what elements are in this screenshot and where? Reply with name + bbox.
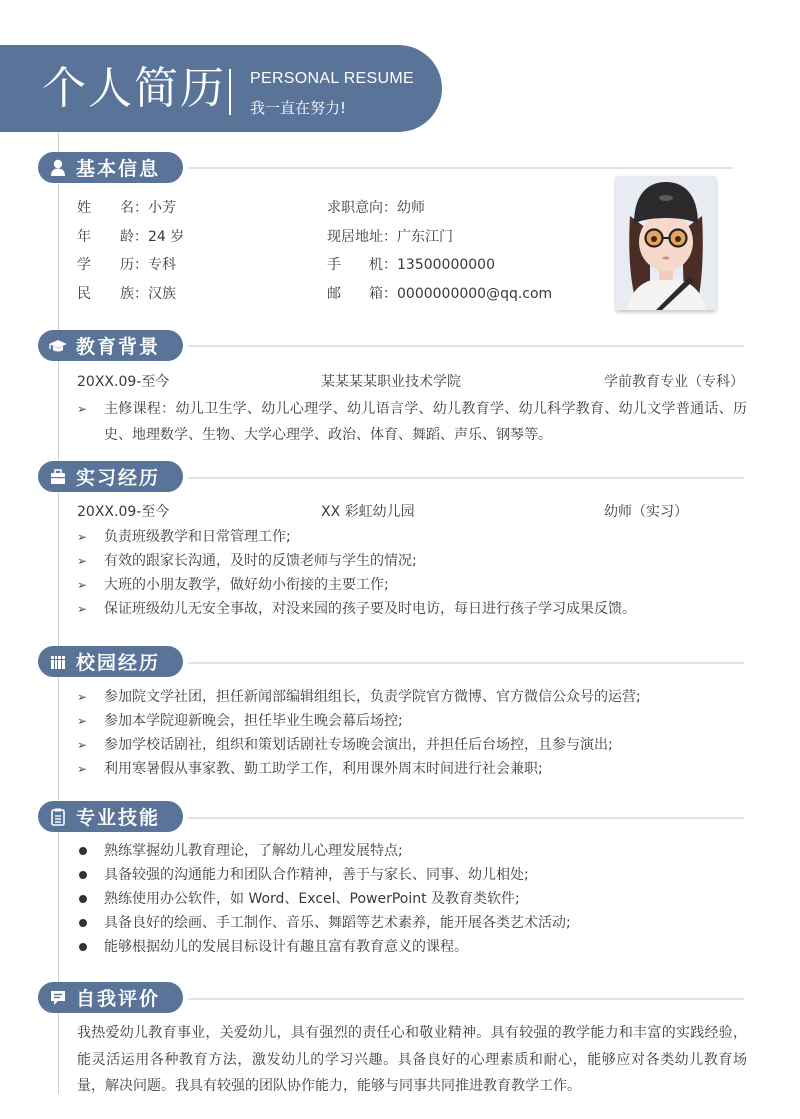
info-label: 现居地址： xyxy=(327,228,397,245)
info-label: 历： xyxy=(120,257,148,274)
resume-subtitle-en: PERSONAL RESUME xyxy=(250,70,414,87)
list-item xyxy=(77,549,747,573)
basic-info-left xyxy=(77,194,297,308)
info-value: 小芳 xyxy=(148,200,176,217)
arrow-bullet-icon: ➢ xyxy=(77,714,88,728)
dot-bullet-icon xyxy=(79,895,87,903)
section-title: 实习经历 xyxy=(76,467,161,489)
resume-slogan: 我一直在努力! xyxy=(250,99,347,117)
info-label: 手 xyxy=(327,257,341,274)
info-label: 箱： xyxy=(369,285,397,302)
section-header-self-evaluation xyxy=(38,982,183,1013)
list-item-text: 熟练掌握幼儿教育理论，了解幼儿心理发展特点; xyxy=(104,843,403,859)
list-item-text: 参加本学院迎新晚会，担任毕业生晚会幕后场控; xyxy=(104,713,403,729)
dot-bullet-icon xyxy=(79,847,87,855)
clipboard-icon xyxy=(48,807,68,827)
info-value: 幼师 xyxy=(397,200,425,217)
info-label: 族： xyxy=(120,285,148,302)
list-item xyxy=(77,709,747,733)
section-rule xyxy=(188,167,733,169)
list-item xyxy=(77,757,747,781)
dot-bullet-icon xyxy=(79,919,87,927)
internship-list xyxy=(77,525,747,621)
arrow-bullet-icon: ➢ xyxy=(77,602,88,616)
section-rule xyxy=(188,345,744,347)
arrow-bullet-icon: ➢ xyxy=(77,578,88,592)
list-item-text: 负责班级教学和日常管理工作; xyxy=(104,529,291,545)
timeline-line xyxy=(58,132,59,1094)
courses-text: 主修课程：幼儿卫生学、幼儿心理学、幼儿语言学、幼儿教育学、幼儿科学教育、幼儿文学普通话、历史、地理数学、生物、大学心理学、政治、体育、舞蹈、声乐、钢琴等。 xyxy=(104,401,747,443)
list-item xyxy=(77,935,747,959)
list-item-text: 有效的跟家长沟通，及时的反馈老师与学生的情况; xyxy=(104,553,417,569)
avatar-photo xyxy=(616,176,716,310)
info-label: 求职意向： xyxy=(327,200,397,217)
section-header-internship xyxy=(38,461,183,492)
list-item-text: 保证班级幼儿无安全事故，对没来园的孩子要及时电访，每日进行孩子学习成果反馈。 xyxy=(104,601,636,617)
arrow-bullet-icon: ➢ xyxy=(77,554,88,568)
info-label: 民 xyxy=(77,285,91,302)
section-title: 自我评价 xyxy=(76,988,161,1010)
education-school: 某某某某职业技术学院 xyxy=(321,374,461,390)
education-major: 学前教育专业（专科） xyxy=(604,374,744,390)
briefcase-icon xyxy=(48,467,68,487)
list-item-text: 能够根据幼儿的发展目标设计有趣且富有教育意义的课程。 xyxy=(104,939,468,955)
list-item xyxy=(77,525,747,549)
arrow-bullet-icon: ➢ xyxy=(77,738,88,752)
section-header-basic-info xyxy=(38,152,183,183)
graduation-cap-icon xyxy=(48,336,68,356)
list-item xyxy=(77,597,747,621)
resume-title: 个人简历 xyxy=(42,63,226,114)
arrow-bullet-icon: ➢ xyxy=(77,402,88,416)
list-item-text: 具备良好的绘画、手工制作、音乐、舞蹈等艺术素养，能开展各类艺术活动; xyxy=(104,915,571,931)
info-row-education xyxy=(77,251,297,280)
self-evaluation-text: 我热爱幼儿教育事业，关爱幼儿，具有强烈的责任心和敬业精神。具有较强的教学能力和丰富的实践经验，能灵活运用各种教育方法，激发幼儿的学习兴趣。具备良好的心理素质和耐心，能够应对各类幼儿教育场量，解决问题。我具有较强的团队协作能力，能够与同事共同推进教育教学工作。 xyxy=(77,1025,747,1094)
info-label: 名： xyxy=(120,200,148,217)
list-item xyxy=(77,573,747,597)
info-row-email xyxy=(327,280,607,309)
list-item xyxy=(77,863,747,887)
skills-list xyxy=(77,839,747,959)
list-item-text: 参加学校话剧社，组织和策划话剧社专场晚会演出，并担任后台场控，且参与演出; xyxy=(104,737,613,753)
education-courses xyxy=(77,396,747,448)
header-divider xyxy=(229,69,231,115)
info-row-phone xyxy=(327,251,607,280)
list-item xyxy=(77,733,747,757)
section-title: 基本信息 xyxy=(76,158,161,180)
info-label: 姓 xyxy=(77,200,91,217)
info-row-name xyxy=(77,194,297,223)
internship-org: XX 彩虹幼儿园 xyxy=(321,504,415,520)
internship-period: 20XX.09-至今 xyxy=(77,504,170,520)
arrow-bullet-icon: ➢ xyxy=(77,530,88,544)
basic-info-right xyxy=(327,194,607,308)
info-row-job-intent xyxy=(327,194,607,223)
arrow-bullet-icon: ➢ xyxy=(77,690,88,704)
info-row-age xyxy=(77,223,297,252)
list-item-text: 大班的小朋友教学，做好幼小衔接的主要工作; xyxy=(104,577,389,593)
section-rule xyxy=(188,817,744,819)
list-item xyxy=(77,887,747,911)
user-icon xyxy=(48,158,68,178)
section-title: 校园经历 xyxy=(76,652,161,674)
campus-list xyxy=(77,685,747,781)
section-rule xyxy=(188,477,744,479)
list-item xyxy=(77,911,747,935)
info-value: 0000000000@qq.com xyxy=(397,285,553,302)
education-period: 20XX.09-至今 xyxy=(77,374,170,390)
info-label: 学 xyxy=(77,257,91,274)
arrow-bullet-icon: ➢ xyxy=(77,762,88,776)
dot-bullet-icon xyxy=(79,871,87,879)
info-row-address xyxy=(327,223,607,252)
internship-role: 幼师（实习） xyxy=(604,504,688,520)
books-icon xyxy=(48,652,68,672)
section-title: 教育背景 xyxy=(76,336,161,358)
info-label: 邮 xyxy=(327,285,341,302)
section-rule xyxy=(188,662,744,664)
section-header-campus xyxy=(38,646,183,677)
dot-bullet-icon xyxy=(79,943,87,951)
list-item xyxy=(77,839,747,863)
info-label: 龄： xyxy=(120,228,148,245)
info-value: 专科 xyxy=(148,257,176,274)
section-title: 专业技能 xyxy=(76,807,161,829)
internship-entry xyxy=(77,500,737,524)
list-item-text: 熟练使用办公软件，如 Word、Excel、PowerPoint 及教育类软件; xyxy=(104,891,520,907)
info-value: 汉族 xyxy=(148,285,176,302)
section-rule xyxy=(188,998,744,1000)
list-item-text: 具备较强的沟通能力和团队合作精神，善于与家长、同事、幼儿相处; xyxy=(104,867,529,883)
info-value: 广东江门 xyxy=(397,228,453,245)
info-label: 年 xyxy=(77,228,91,245)
comment-icon xyxy=(48,988,68,1008)
info-value: 13500000000 xyxy=(397,257,495,274)
info-row-ethnicity xyxy=(77,280,297,309)
list-item-text: 参加院文学社团，担任新闻部编辑组组长，负责学院官方微博、官方微信公众号的运营; xyxy=(104,689,641,705)
section-header-skills xyxy=(38,801,183,832)
list-item-text: 利用寒暑假从事家教、勤工助学工作，利用课外周末时间进行社会兼职; xyxy=(104,761,543,777)
section-header-education xyxy=(38,330,183,361)
info-value: 24 岁 xyxy=(148,228,185,245)
info-label: 机： xyxy=(369,257,397,274)
education-entry xyxy=(77,370,744,394)
list-item xyxy=(77,685,747,709)
